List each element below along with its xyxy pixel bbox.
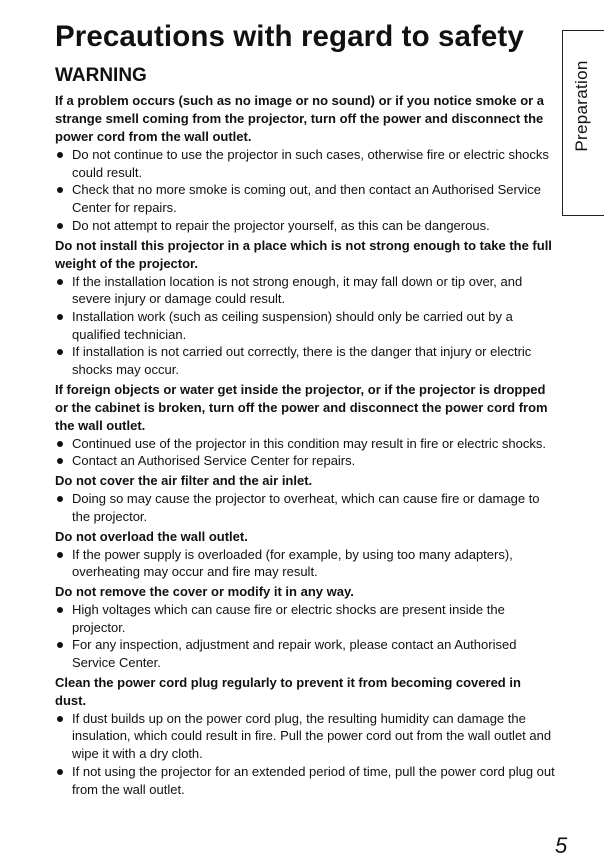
bullet-dot-icon xyxy=(57,552,63,558)
bullet-dot-icon xyxy=(57,642,63,648)
bullet-text: Installation work (such as ceiling suspension) should only be carried out by a qualified technician. xyxy=(72,308,513,342)
precaution-section xyxy=(55,237,555,379)
bullet-text: Contact an Authorised Service Center for repairs. xyxy=(72,453,356,469)
bullet-list xyxy=(55,546,555,581)
bullet-item xyxy=(55,308,555,343)
section-heading: If foreign objects or water get inside the projector, or if the projector is dropped or the cabinet is broken, turn off the power and disconnect the power cord from the wall outlet. xyxy=(55,381,548,433)
bullet-dot-icon xyxy=(57,223,63,229)
bullet-item xyxy=(55,435,555,453)
bullet-dot-icon xyxy=(57,458,63,464)
bullet-text: Doing so may cause the projector to overheat, which can cause fire or damage to the projector. xyxy=(72,491,540,524)
bullet-dot-icon xyxy=(57,607,63,613)
bullet-text: If the power supply is overloaded (for example, by using too many adapters), overheating may occur and fire may result. xyxy=(72,546,513,580)
bullet-item xyxy=(55,217,555,235)
page-content xyxy=(55,65,555,800)
bullet-list xyxy=(55,710,555,799)
bullet-item xyxy=(55,490,555,525)
bullet-text: Do not attempt to repair the projector yourself, as this can be dangerous. xyxy=(72,217,490,233)
bullet-item xyxy=(55,273,555,308)
section-heading: Do not remove the cover or modify it in any way. xyxy=(55,583,354,599)
page-title: Precautions with regard to safety xyxy=(55,20,524,53)
bullet-list xyxy=(55,490,555,525)
sections-container xyxy=(55,92,555,798)
bullet-dot-icon xyxy=(57,279,63,285)
bullet-text: If dust builds up on the power cord plug, the resulting humidity can damage the insulation, which could result in fire. Pull the power cord out from the wall outlet and wipe it with a dry cloth. xyxy=(72,710,552,762)
section-heading: Clean the power cord plug regularly to prevent it from becoming covered in dust. xyxy=(55,674,521,708)
bullet-text: Do not continue to use the projector in such cases, otherwise fire or electric shocks could result. xyxy=(72,147,549,180)
bullet-item xyxy=(55,146,555,181)
bullet-dot-icon xyxy=(57,187,63,193)
bullet-dot-icon xyxy=(57,496,63,502)
precaution-section xyxy=(55,528,555,581)
bullet-list xyxy=(55,435,555,470)
bullet-dot-icon xyxy=(57,769,63,775)
bullet-dot-icon xyxy=(57,349,63,355)
bullet-list xyxy=(55,601,555,672)
bullet-item xyxy=(55,601,555,636)
bullet-text: If not using the projector for an extended period of time, pull the power cord plug out from the wall outlet. xyxy=(72,763,555,797)
section-tab xyxy=(562,30,604,216)
bullet-text: If installation is not carried out correctly, there is the danger that injury or electric shocks may occur. xyxy=(72,344,532,378)
bullet-list xyxy=(55,146,555,235)
bullet-text: If the installation location is not strong enough, it may fall down or tip over, and severe injury or damage could result. xyxy=(72,273,523,307)
bullet-text: Continued use of the projector in this condition may result in fire or electric shocks. xyxy=(72,435,547,451)
precaution-section xyxy=(55,674,555,799)
bullet-item xyxy=(55,452,555,470)
bullet-list xyxy=(55,273,555,379)
bullet-text: Check that no more smoke is coming out, and then contact an Authorised Service Center for repairs. xyxy=(72,182,541,216)
bullet-dot-icon xyxy=(57,152,63,158)
bullet-text: High voltages which can cause fire or electric shocks are present inside the projector. xyxy=(72,601,505,635)
bullet-text: For any inspection, adjustment and repair work, please contact an Authorised Service Center. xyxy=(72,637,517,671)
page-number: 5 xyxy=(555,833,568,858)
section-heading: Do not cover the air filter and the air inlet. xyxy=(55,473,313,489)
bullet-item xyxy=(55,763,555,798)
bullet-item xyxy=(55,181,555,216)
precaution-section xyxy=(55,472,555,525)
section-tab-label: Preparation xyxy=(572,60,591,152)
bullet-dot-icon xyxy=(57,441,63,447)
bullet-item xyxy=(55,710,555,763)
precaution-section xyxy=(55,92,555,235)
bullet-dot-icon xyxy=(57,716,63,722)
bullet-item xyxy=(55,636,555,671)
bullet-item xyxy=(55,546,555,581)
warning-heading: WARNING xyxy=(55,65,147,86)
precaution-section xyxy=(55,381,555,470)
precaution-section xyxy=(55,583,555,672)
bullet-dot-icon xyxy=(57,314,63,320)
bullet-item xyxy=(55,343,555,378)
section-heading: Do not overload the wall outlet. xyxy=(55,528,248,544)
section-heading: If a problem occurs (such as no image or no sound) or if you notice smoke or a strange smell coming from the projector, turn off the power and disconnect the power cord from the wall outlet. xyxy=(55,93,545,144)
section-heading: Do not install this projector in a place which is not strong enough to take the full weight of the projector. xyxy=(55,237,552,271)
